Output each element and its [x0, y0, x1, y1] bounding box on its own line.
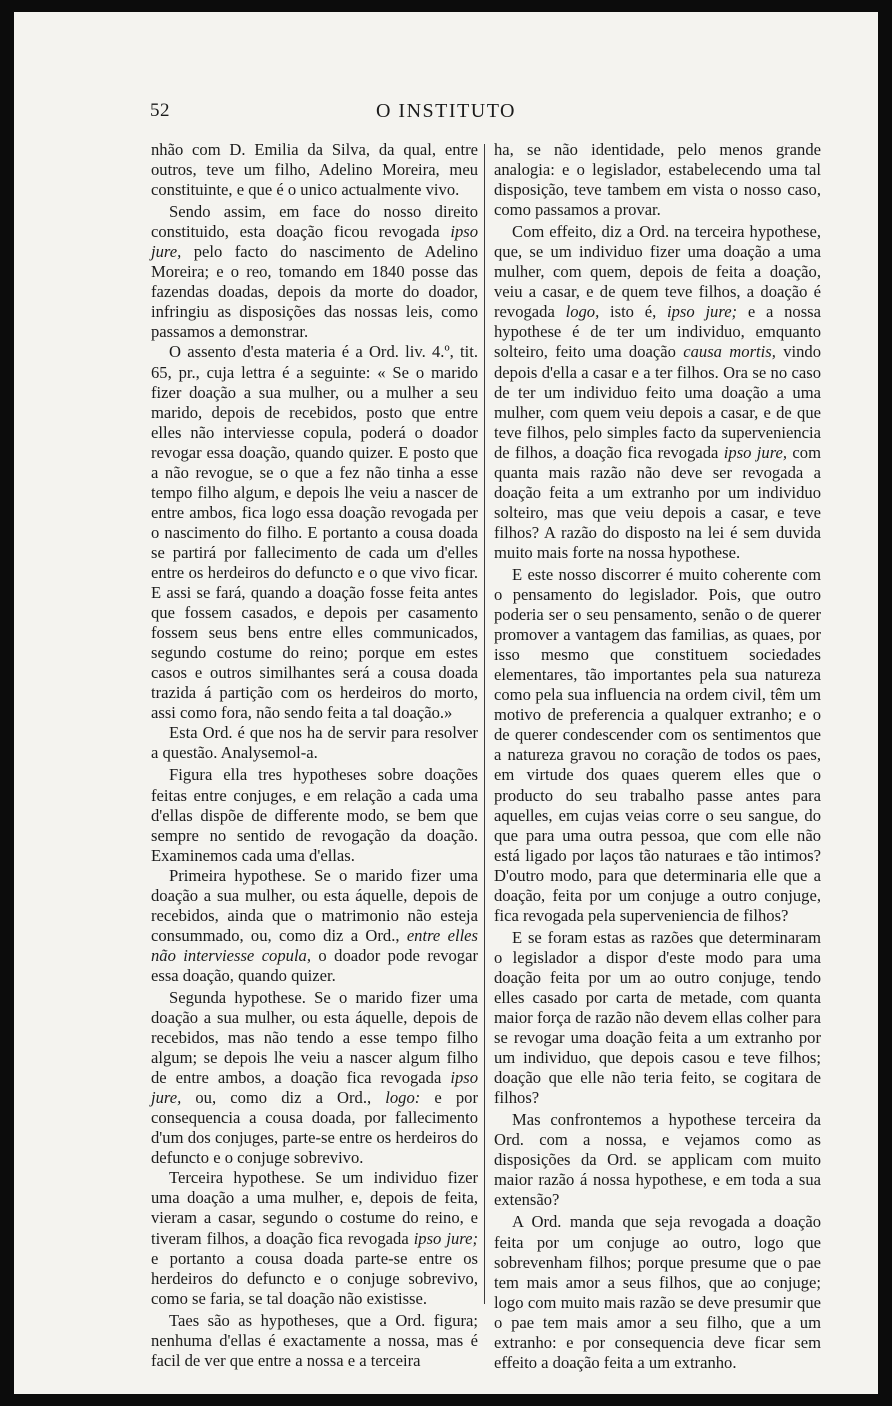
paragraph: E este nosso discorrer é muito coherente com o pensamento do legislador. Pois, que outro poderia ser o seu pensamento, senão o de querer promover a vantagem das familias, as quaes, por isso mesmo que constituem sociedades elementares, tão importantes pela sua natureza como pela sua influencia na ordem civil, têm um motivo de preferencia a qualquer extranho; e o de querer condescender com os sentimentos que a natureza gravou no coração de todos os paes, em virtude dos quaes querem elles que o producto do seu trabalho passe antes para aquelles, em cujas veias corre o seu sangue, do que para uma outra pessoa, que com elle não está ligado por laços tão naturaes e tão intimos? D'outro modo, para que determinaria elle que a doação, feita por um conjuge a outro conjuge, fica revogada pela superveniencia de filhos?: [494, 564, 821, 925]
running-title: O INSTITUTO: [375, 100, 516, 122]
paragraph: Taes são as hypotheses, que a Ord. figura; nenhuma d'ellas é exactamente a nossa, mas é facil de ver que entre a nossa e a terceira: [151, 1310, 478, 1370]
column-rule: [484, 144, 485, 1304]
left-column: [151, 140, 478, 1371]
paragraph: Sendo assim, em face do nosso direito constituido, esta doação ficou revogada ipso jure, pelo facto do nascimento de Adelino Moreira; e o reo, tomando em 1840 posse das fazendas doadas, depois da morte do doador, infringiu as disposições das nossas leis, como passamos a demonstrar.: [151, 202, 478, 342]
paragraph: Com effeito, diz a Ord. na terceira hypothese, que, se um individuo fizer uma doação a uma mulher, com quem, depois de feita a doação, veiu a casar, e de quem teve filhos, a doação é revogada logo, isto é, ipso jure; e a nossa hypothese é de ter um individuo, emquanto solteiro, feito uma doação causa mortis, vindo depois d'ella a casar e a ter filhos. Ora se no caso de ter um individuo feito uma doação a uma mulher, com quem veiu depois a casar, e de que teve filhos, pelo simples facto da superveniencia de filhos, a doação fica revogada ipso jure, com quanta mais razão não deve ser revogada a doação feita a um extranho por um individuo solteiro, mas que veiu depois a casar, e teve filhos? A razão do disposto na lei é sem duvida muito mais forte na nossa hypothese.: [494, 222, 822, 562]
paragraph: nhão com D. Emilia da Silva, da qual, entre outros, teve um filho, Adelino Moreira, meu constituinte, e que é o unico actualmente vivo.: [151, 140, 478, 200]
paragraph: Terceira hypothese. Se um individuo fizer uma doação a uma mulher, e, depois de feita, vieram a casar, segundo o costume do reino, e tiveram filhos, a doação fica revogada ipso jure; e portanto a cousa doada parte-se entre os herdeiros do defuncto e o conjuge sobrevivo, como se faria, se tal doação não existisse.: [151, 1168, 478, 1308]
book-page: [14, 12, 878, 1394]
paragraph: Primeira hypothese. Se o marido fizer uma doação a sua mulher, ou esta áquelle, depois de recebidos, ainda que o matrimonio não esteja consummado, ou, como diz a Ord., entre elles não interviesse copula, o doador pode revogar essa doação, quando quizer.: [151, 865, 479, 985]
paragraph: A Ord. manda que seja revogada a doação feita por um conjuge ao outro, logo que sobrevenham filhos; porque presume que o pae tem mais amor a seus filhos, que ao conjuge; logo com muito mais razão se deve presumir que o pae tem mais amor a seu filho, que a um extranho: e por consequencia deve ficar sem effeito a doação feita a um extranho.: [494, 1212, 821, 1372]
page-number: 52: [150, 100, 170, 121]
paragraph: ha, se não identidade, pelo menos grande analogia: e o legislador, estabelecendo uma tal disposição, teve tambem em vista o nosso caso, como passamos a provar.: [494, 140, 821, 220]
paragraph: Esta Ord. é que nos ha de servir para resolver a questão. Analysemol-a.: [151, 723, 478, 763]
paragraph: Segunda hypothese. Se o marido fizer uma doação a sua mulher, ou esta áquelle, depois de recebidos, mas não tendo a esse tempo filho algum; se depois lhe veiu a nascer algum filho de entre ambos, a doação fica revogada ipso jure, ou, como diz a Ord., logo: e por consequencia a cousa doada, por fallecimento d'um dos conjuges, parte-se entre os herdeiros do defuncto e o conjuge sobrevivo.: [151, 987, 478, 1168]
paragraph: E se foram estas as razões que determinaram o legislador a dispor d'este modo para uma doação feita por um ao outro conjuge, tendo elles casado por carta de metade, com quanta maior força de razão não devem ellas colher para se revogar uma doação feita a um extranho por um individuo, que depois casou e teve filhos; doação que elle não teria feito, se cogitara de filhos?: [494, 927, 821, 1108]
right-column: [494, 140, 821, 1373]
paragraph: Mas confrontemos a hypothese terceira da Ord. com a nossa, e vejamos como as disposições da Ord. se applicam com muito maior razão á nossa hypothese, e em toda a sua extensão?: [494, 1110, 821, 1210]
page-header: [14, 100, 878, 130]
paragraph: Figura ella tres hypotheses sobre doações feitas entre conjuges, e em relação a cada uma d'ellas dispõe de differente modo, se bem que sempre no sentido de revogação da doação. Examinemos cada uma d'ellas.: [151, 765, 478, 865]
paragraph: O assento d'esta materia é a Ord. liv. 4.º, tit. 65, pr., cuja lettra é a seguinte: « Se o marido fizer doação a sua mulher, ou a mulher a seu marido, depois de recebidos, posto que entre elles não interviesse copula, poderá o doador revogar essa doação, quando quizer. E posto que a não revogue, se o que a fez não tinha a esse tempo filho algum, e depois lhe veiu a nascer de entre ambos, fica logo essa doação revogada per o nascimento do filho. E portanto a cousa doada se partirá por fallecimento de cada um d'elles entre os herdeiros do defuncto e o que vivo ficar. E assi se fará, quando a doação fosse feita antes que fossem casados, e depois per casamento fossem seus bens entre elles communicados, segundo costume do reino; porque em estes casos e outros similhantes será a cousa doada trazida á partição com os herdeiros do morto, assi como fora, não sendo feita a tal doação.»: [151, 342, 478, 723]
